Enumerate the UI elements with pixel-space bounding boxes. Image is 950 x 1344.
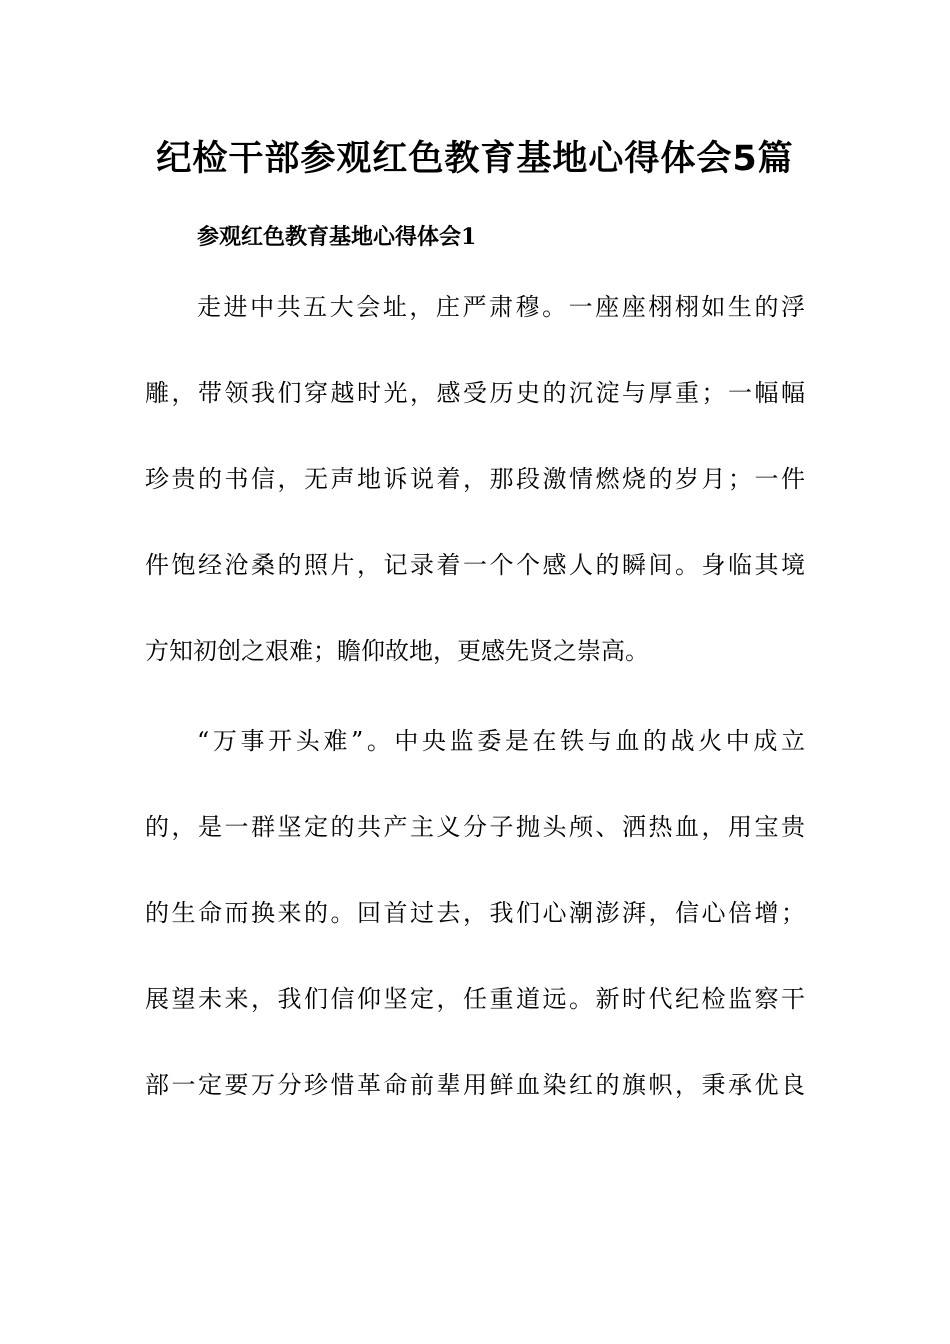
document-title: 纪检干部参观红色教育基地心得体会5篇 [156,139,794,179]
paragraph-line: 的生命而换来的。回首过去，我们心潮澎湃，信心倍增； [145,899,805,927]
paragraph-line: 的，是一群坚定的共产主义分子抛头颅、洒热血，用宝贵 [145,813,805,841]
paragraph-line: “万事开头难”。中央监委是在铁与血的战火中成立 [197,727,805,755]
paragraph-line: 方知初创之艰难；瞻仰故地，更感先贤之崇高。 [145,637,649,665]
paragraph-line: 展望未来，我们信仰坚定，任重道远。新时代纪检监察干 [145,985,805,1013]
paragraph-line: 雕，带领我们穿越时光，感受历史的沉淀与厚重；一幅幅 [145,379,805,407]
paragraph-line: 部一定要万分珍惜革命前辈用鲜血染红的旗帜，秉承优良 [145,1071,805,1099]
paragraph-line: 件饱经沧桑的照片，记录着一个个感人的瞬间。身临其境 [145,551,805,579]
section-heading: 参观红色教育基地心得体会1 [197,224,477,250]
paragraph-line: 珍贵的书信，无声地诉说着，那段激情燃烧的岁月；一件 [145,465,805,493]
paragraph-line: 走进中共五大会址，庄严肃穆。一座座栩栩如生的浮 [197,293,805,321]
